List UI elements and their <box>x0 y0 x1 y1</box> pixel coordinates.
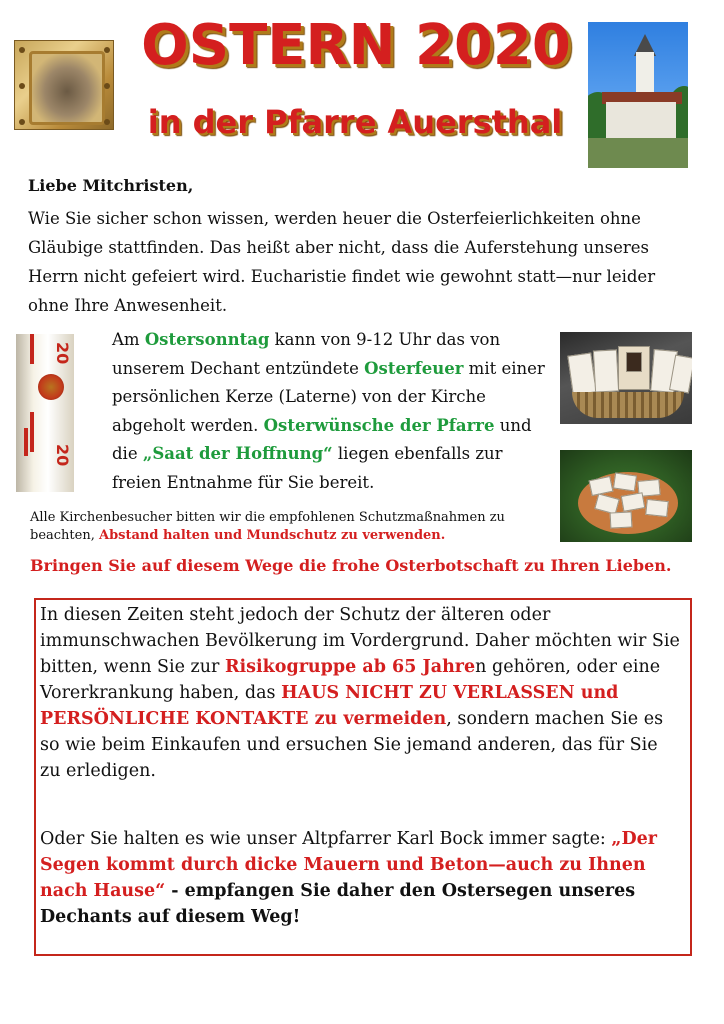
greeting-cards-basket-image <box>560 332 692 424</box>
page-subtitle: in der Pfarre Auersthal <box>147 103 563 141</box>
osterfeuer-highlight: Osterfeuer <box>364 358 464 378</box>
distance-mask-highlight: Abstand halten und Mundschutz zu verwenden. <box>98 528 446 543</box>
page-title: OSTERN 2020 <box>141 13 571 78</box>
bring-message: Bringen Sie auf diesem Wege die frohe Osterbotschaft zu Ihren Lieben. <box>30 556 672 575</box>
letter-intro: Wie Sie sicher schon wissen, werden heuer die Osterfeierlichkeiten ohne Gläubige stattfinden. Das heißt aber nicht, dass die Auferstehung unseres Herrn nicht gefeiert wird. Eucharistie findet wie gewohnt statt—nur leider ohne Ihre Anwesenheit. <box>28 209 656 315</box>
easter-sunday-paragraph: Am Ostersonntag kann von 9-12 Uhr das von unserem Dechant entzündete Osterfeuer mit einer persönlichen Kerze (Laterne) von der Kirche abgeholt werden. Osterwünsche der Pfarre und die „Saat der Hoffnung“ liegen ebenfalls zur freien Entnahme für Sie bereit. <box>112 330 545 492</box>
saat-der-hoffnung-highlight: „Saat der Hoffnung“ <box>142 444 333 463</box>
blessing-quote: „Der Segen kommt durch dicke Mauern und Beton—auch zu Ihnen nach Hause“ <box>40 829 657 901</box>
easter-lamb-image <box>14 40 114 130</box>
easter-candle-image: 20 20 <box>16 334 74 492</box>
risk-group-highlight: Risikogruppe ab 65 Jahre <box>224 657 476 677</box>
risk-group-paragraph: In diesen Zeiten steht jedoch der Schutz der älteren oder immunschwachen Bevölkerung im Vordergrund. Daher möchten wir Sie bitten, wenn Sie zur Risikogruppe ab 65 Jahren gehören, oder eine Vorerkrankung haben, das HAUS NICHT ZU VERLASSEN und PERSÖNLICHE KONTAKTE zu vermeiden, sondern machen Sie es so wie beim Einkaufen und ersuchen Sie jemand anderen, das für Sie zu erledigen. <box>40 605 680 781</box>
church-image <box>588 22 688 168</box>
ostersonntag-highlight: Ostersonntag <box>144 330 270 349</box>
letter-greeting: Liebe Mitchristen, <box>28 176 194 195</box>
blessing-paragraph: Oder Sie halten es wie unser Altpfarrer Karl Bock immer sagte: „Der Segen kommt durch dicke Mauern und Beton—auch zu Ihnen nach Hause“ - empfangen Sie daher den Ostersegen unseres Dechants auf diesem Weg! <box>40 829 657 927</box>
stay-home-highlight: HAUS NICHT ZU VERLASSEN und PERSÖNLICHE KONTAKTE zu vermeiden <box>40 683 619 729</box>
seed-packets-bowl-image <box>560 450 692 542</box>
visitors-notice: Alle Kirchenbesucher bitten wir die empfohlenen Schutzmaßnahmen zu beachten, Abstand halten und Mundschutz zu verwenden. <box>30 510 505 543</box>
osterwuensche-highlight: Osterwünsche der Pfarre <box>263 415 495 435</box>
